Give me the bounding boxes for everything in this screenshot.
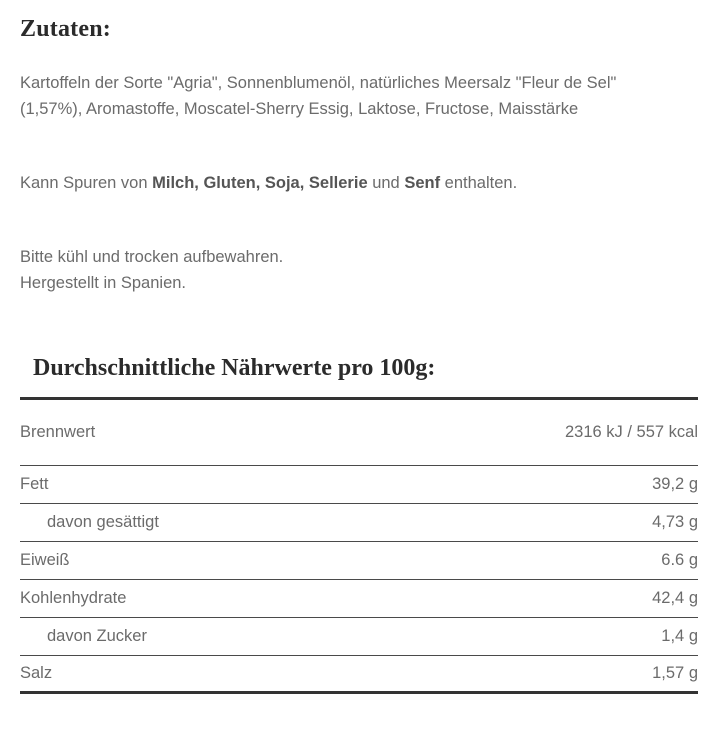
- nutrient-label: Fett: [20, 475, 49, 493]
- allergen-suffix: enthalten.: [440, 174, 518, 192]
- allergen-soy: Soja: [264, 174, 300, 192]
- table-row: [20, 400, 698, 466]
- nutrition-table: [20, 397, 698, 694]
- table-row: [20, 466, 698, 504]
- ingredients-text: [20, 70, 698, 122]
- ingredients-heading: Zutaten:: [20, 16, 111, 42]
- ingredients-line-2: (1,57%), Aromastoffe, Moscatel-Sherry Essig, Laktose, Fructose, Maisstärke: [20, 100, 579, 118]
- allergen-traces-text: [20, 170, 698, 196]
- nutrient-label: Eiweiß: [20, 551, 70, 569]
- allergen-separator: ,: [255, 174, 265, 192]
- storage-text: [20, 244, 698, 296]
- nutrient-label: davon gesättigt: [47, 513, 159, 531]
- storage-instructions: Bitte kühl und trocken aufbewahren.: [20, 248, 284, 266]
- ingredients-line-1: Kartoffeln der Sorte "Agria", Sonnenblumenöl, natürliches Meersalz "Fleur de Sel": [20, 74, 617, 92]
- allergen-milk: Milch: [152, 174, 195, 192]
- allergen-mustard: Senf: [404, 174, 441, 192]
- nutrient-value: 39,2 g: [652, 475, 698, 493]
- nutrition-heading: Durchschnittliche Nährwerte pro 100g:: [33, 355, 436, 381]
- nutrient-value: 2316 kJ / 557 kcal: [565, 423, 698, 441]
- allergen-celery: Sellerie: [308, 174, 368, 192]
- allergen-gluten: Gluten: [203, 174, 256, 192]
- nutrient-value: 1,57 g: [652, 664, 698, 682]
- allergen-prefix: Kann Spuren von: [20, 174, 153, 192]
- allergen-conjunction: und: [367, 174, 405, 192]
- table-row: [20, 542, 698, 580]
- table-row: [20, 656, 698, 694]
- allergen-separator: ,: [194, 174, 204, 192]
- origin-text: Hergestellt in Spanien.: [20, 274, 187, 292]
- allergen-separator: ,: [299, 174, 309, 192]
- nutrient-value: 1,4 g: [661, 627, 698, 645]
- nutrient-label: Kohlenhydrate: [20, 589, 127, 607]
- nutrient-label: Brennwert: [20, 423, 96, 441]
- table-row: [20, 618, 698, 656]
- nutrient-label: davon Zucker: [47, 627, 147, 645]
- nutrient-value: 6.6 g: [661, 551, 698, 569]
- table-row: [20, 580, 698, 618]
- nutrient-value: 42,4 g: [652, 589, 698, 607]
- table-row: [20, 504, 698, 542]
- nutrient-value: 4,73 g: [652, 513, 698, 531]
- nutrient-label: Salz: [20, 664, 53, 682]
